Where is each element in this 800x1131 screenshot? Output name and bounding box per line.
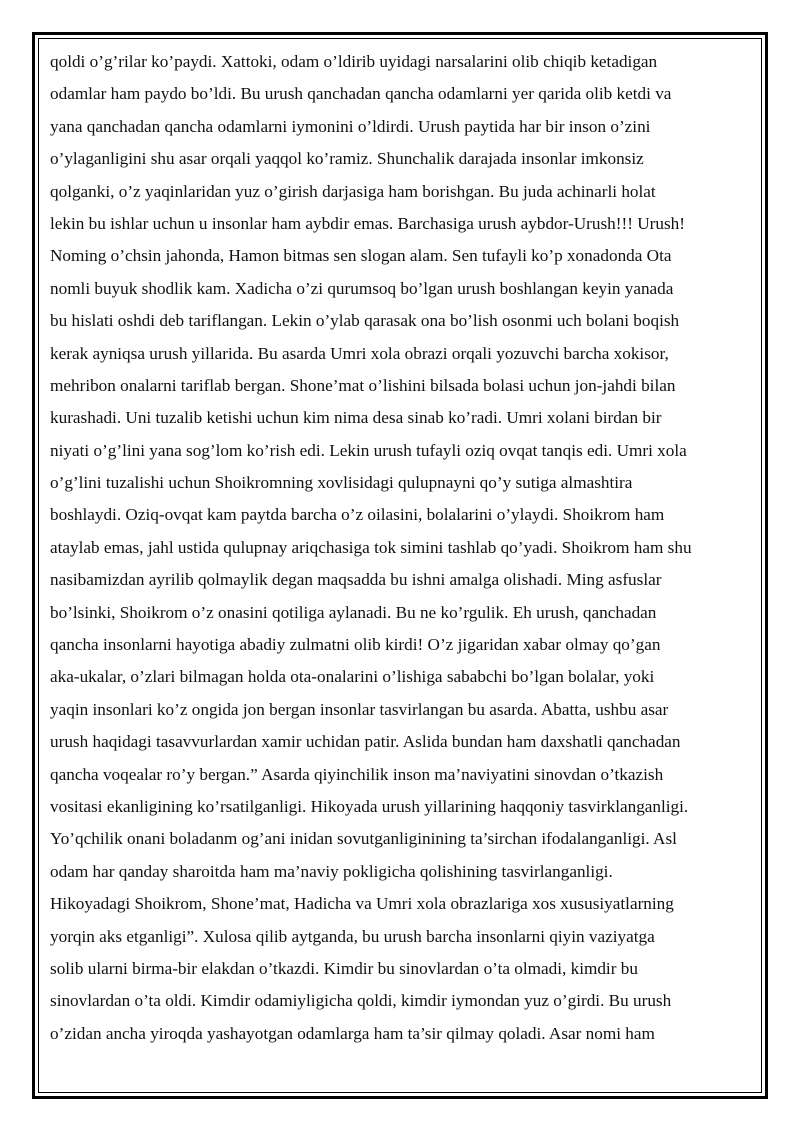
text-line: bo’lsinki, Shoikrom o’z onasini qotiliga aylanadi. Bu ne ko’rgulik. Eh urush, qanchadan xyxy=(50,602,657,622)
text-line: kurashadi. Uni tuzalib ketishi uchun kim nima desa sinab ko’radi. Umri xolani birdan bir xyxy=(50,408,662,428)
text-line: kerak ayniqsa urush yillarida. Bu asarda Umri xola obrazi orqali yozuvchi barcha xokisor, xyxy=(50,343,669,363)
text-line: lekin bu ishlar uchun u insonlar ham aybdir emas. Barchasiga urush aybdor-Urush!!! Urush! xyxy=(50,213,685,233)
text-line: qancha insonlarni hayotiga abadiy zulmatni olib kirdi! O’z jigaridan xabar olmay qo’gan xyxy=(50,635,661,655)
text-line: Yo’qchilik onani boladanm og’ani inidan sovutganliginining ta’sirchan ifodalanganligi. Asl xyxy=(50,829,677,849)
text-line: Hikoyadagi Shoikrom, Shone’mat, Hadicha va Umri xola obrazlariga xos xususiyatlarning xyxy=(50,894,674,914)
text-line: qoldi o’g’rilar ko’paydi. Xattoki, odam o’ldirib uyidagi narsalarini olib chiqib ketadigan xyxy=(50,52,658,71)
text-line: mehribon onalarni tariflab bergan. Shone’mat o’lishini bilsada bolasi uchun jon-jahdi bilan xyxy=(50,375,676,395)
text-line: boshlaydi. Oziq-ovqat kam paytda barcha o’z oilasini, bolalarini o’ylaydi. Shoikrom ham xyxy=(50,505,665,525)
text-line: nomli buyuk shodlik kam. Xadicha o’zi qurumsoq bo’lgan urush boshlangan keyin yanada xyxy=(50,278,674,298)
text-line: qancha voqealar ro’y bergan.” Asarda qiyinchilik inson ma’naviyatini sinovdan o’tkazish xyxy=(50,764,664,784)
text-line: odamlar ham paydo bo’ldi. Bu urush qanchadan qancha odamlarni yer qarida olib ketdi va xyxy=(50,84,672,104)
text-line: urush haqidagi tasavvurlardan xamir uchidan patir. Aslida bundan ham daxshatli qanchadan xyxy=(50,732,681,752)
text-line: odam har qanday sharoitda ham ma’naviy pokligicha qolishining tasvirlanganligi. xyxy=(50,861,613,881)
text-line: o’zidan ancha yiroqda yashayotgan odamlarga ham ta’sir qilmay qoladi. Asar nomi ham xyxy=(50,1023,655,1043)
text-line: yana qanchadan qancha odamlarni iymonini o’ldirdi. Urush paytida har bir inson o’zini xyxy=(50,116,651,136)
text-line: o’ylaganligini shu asar orqali yaqqol ko’ramiz. Shunchalik darajada insonlar imkonsiz xyxy=(50,149,644,169)
document-body xyxy=(50,46,750,1050)
text-line: niyati o’g’lini yana sog’lom ko’rish edi. Lekin urush tufayli oziq ovqat tanqis edi. Umri xola xyxy=(50,440,687,460)
text-line: vositasi ekanligining ko’rsatilganligi. Hikoyada urush yillarining haqqoniy tasvirklanganligi. xyxy=(50,796,689,816)
text-line: bu hislati oshdi deb tariflangan. Lekin o’ylab qarasak ona bo’lish osonmi uch bolani boqish xyxy=(50,311,680,331)
text-line: sinovlardan o’ta oldi. Kimdir odamiyligicha qoldi, kimdir iymondan yuz o’girdi. Bu urush xyxy=(50,991,672,1011)
text-line: yaqin insonlari ko’z ongida jon bergan insonlar tasvirlangan bu asarda. Abatta, ushbu asar xyxy=(50,699,669,719)
text-line: Noming o’chsin jahonda, Hamon bitmas sen slogan alam. Sen tufayli ko’p xonadonda Ota xyxy=(50,246,672,266)
text-line: aka-ukalar, o’zlari bilmagan holda ota-onalarini o’lishiga sababchi bo’lgan bolalar, yoki xyxy=(50,667,655,687)
text-line: solib ularni birma-bir elakdan o’tkazdi. Kimdir bu sinovlardan o’ta olmadi, kimdir bu xyxy=(50,958,638,978)
text-line: yorqin aks etganligi”. Xulosa qilib aytganda, bu urush barcha insonlarni qiyin vaziyatga xyxy=(50,926,655,946)
text-line: ataylab emas, jahl ustida qulupnay ariqchasiga tok simini tashlab qo’yadi. Shoikrom ham shu xyxy=(50,537,692,557)
text-line: nasibamizdan ayrilib qolmaylik degan maqsadda bu ishni amalga olishadi. Ming asfuslar xyxy=(50,570,662,590)
text-line: o’g’lini tuzalishi uchun Shoikromning xovlisidagi qulupnayni qo’y sutiga almashtira xyxy=(50,473,633,493)
text-line: qolganki, o’z yaqinlaridan yuz o’girish darjasiga ham borishgan. Bu juda achinarli holat xyxy=(50,181,656,201)
